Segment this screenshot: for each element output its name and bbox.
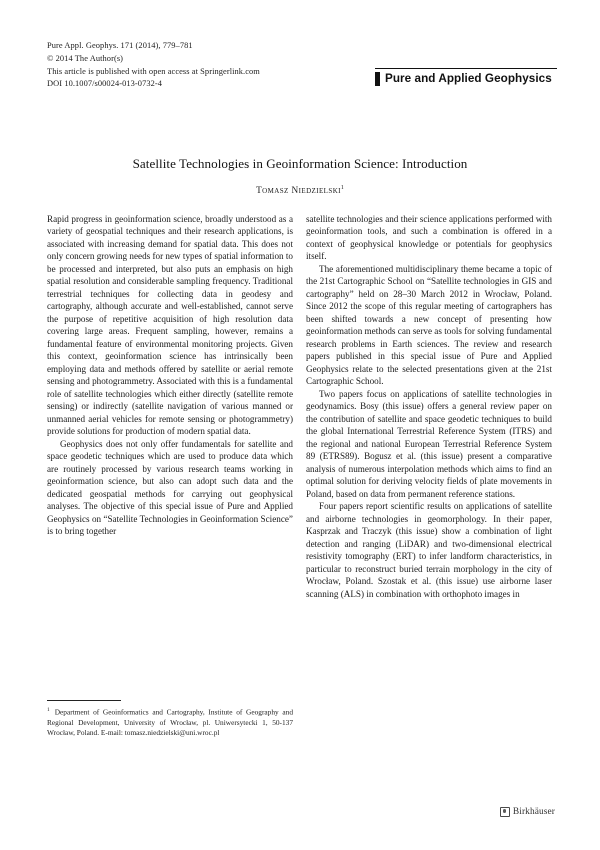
footnote-marker: 1: [47, 706, 50, 713]
right-column: [306, 213, 552, 600]
publisher-name: Birkhäuser: [512, 807, 555, 817]
body-columns: [47, 213, 553, 600]
author-name: Tomasz Niedzielski: [256, 186, 341, 197]
open-access-line: This article is published with open access at Springerlink.com: [47, 66, 260, 76]
paragraph: Two papers focus on applications of satellite technologies in geodynamics. Bosy (this issue) offers a general review paper on the contribution of satellite and space geodetic techniques to build the global International Terrestrial Reference System (ITRS) and the regional and national European Terrestrial Reference System 89 (ETRS89). Bogusz et al. (this issue) present a comparative analysis of numerous interpolation methods which aims to find an optimal solution for deriving velocity fields of plate movements in Poland, based on data from permanent reference stations.: [306, 388, 552, 499]
title-block: [47, 155, 553, 196]
journal-citation: Pure Appl. Geophys. 171 (2014), 779–781: [47, 41, 193, 50]
publisher-logo: [500, 807, 555, 817]
left-column: [47, 213, 293, 600]
paragraph: Geophysics does not only offer fundamentals for satellite and space geodetic techniques which are used to produce data which are routinely processed by various research teams working in geoinformation science, but also can adopt such data and the dedicated geospatial methods for carrying out geophysical analyses. The objective of this special issue of Pure and Applied Geophysics on “Satellite Technologies in Geoinformation Science” is to bring together: [47, 438, 293, 537]
footnote-affiliation: Department of Geoinformatics and Cartography, Institute of Geography and Regional Development, University of Wrocław, pl. Uniwersytecki 1, 50-137 Wrocław, Poland. E-mail: tomasz.niedzielski@uni.wroc.pl: [47, 707, 293, 738]
copyright-line: © 2014 The Author(s): [47, 53, 124, 63]
masthead: [47, 40, 557, 91]
footnote-text: [47, 707, 293, 739]
footnote: [47, 700, 293, 739]
paragraph: Rapid progress in geoinformation science, broadly understood as a variety of geospatial techniques and their research applications, is associated with increasing demand for spatial data. This does not only concern growing needs for new types of spatial information to be processed and interpreted, but also puts an emphasis on high spatial resolution and considerable sampling frequency. Traditional terrestrial techniques for collecting data in geodesy and cartography, although accurate and well-established, cannot serve the purpose of repetitive acquisition of high resolution data covering large areas. Frequent sampling, however, remains a fundamental feature of environmental monitoring projects. Given this context, geoinformation science has intrinsically been employing data and methods offered by satellite or aerial remote sensing and photogrammetry. Associated with this is a fundamental role of satellite technologies which either directly (satellite remote sensing) or indirectly (satellite navigation of various manned or unmanned aerial vehicles for remote sensing or photogrammetry) provide solutions for production of modern spatial data.: [47, 214, 293, 437]
doi-line: DOI 10.1007/s00024-013-0732-4: [47, 79, 163, 89]
paragraph: Four papers report scientific results on applications of satellite and airborne technologies in geomorphology. In their paper, Kasprzak and Traczyk (this issue) show a combination of light detection and ranging (LiDAR) and two-dimensional electrical resistivity tomography (ERT) to infer landform characteristics, in particular to reconstruct buried terrain morphology in the city of Wrocław, Poland. Szostak et al. (this issue) use airborne laser scanning (ALS) in combination with orthophoto images in: [306, 501, 552, 599]
page-title: Satellite Technologies in Geoinformation Science: Introduction: [132, 156, 468, 171]
journal-title: Pure and Applied Geophysics: [385, 72, 552, 86]
journal-logo-row: [375, 72, 557, 86]
paragraph: satellite technologies and their science applications performed with geoinformation tools, and such a combination is offered in a context of geophysical knowledge or potentials for geophysics itself.: [306, 214, 552, 262]
birkhauser-mark-icon: [500, 807, 510, 817]
author-footnote-marker: 1: [340, 185, 344, 192]
footnote-divider: [47, 700, 121, 701]
author-byline: [47, 185, 553, 196]
journal-logo-rule: [375, 68, 557, 69]
journal-logo: [375, 68, 557, 86]
journal-logo-bar: [375, 72, 380, 86]
paragraph: The aforementioned multidisciplinary theme became a topic of the 21st Cartographic School on “Satellite technologies in GIS and cartography” held on 28–30 March 2012 in Wrocław, Poland. Since 2012 the scope of this regular meeting of cartographers has been shifted towards a new concept of presenting how geoinformation methods can serve as tools for solving fundamental research problems in Earth sciences. The review and research papers published in this special issue of Pure and Applied Geophysics relate to the selected presentations given at the 21st Cartographic School.: [306, 263, 552, 387]
